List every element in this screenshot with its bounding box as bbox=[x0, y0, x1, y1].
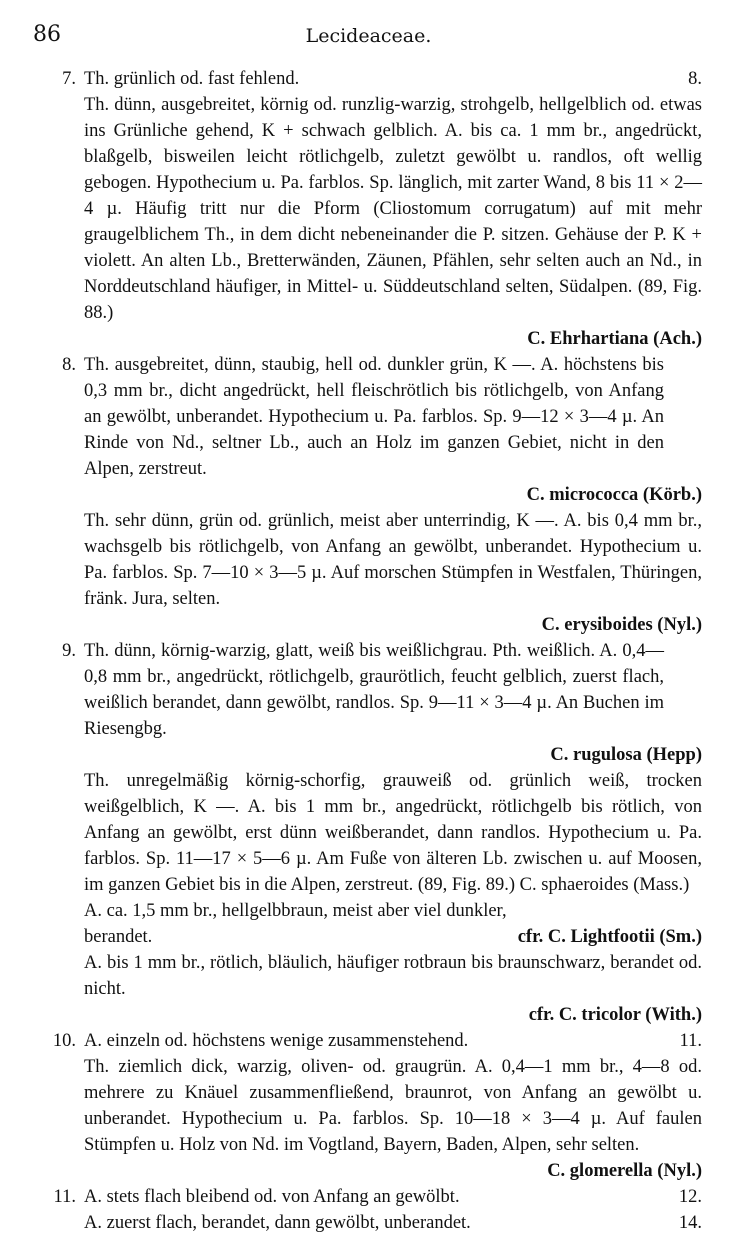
key-text bbox=[46, 66, 702, 1236]
species-name: C. glomerella (Nyl.) bbox=[547, 1161, 702, 1181]
key-text-line: A. zuerst flach, berandet, dann gewölbt, unberandet. bbox=[84, 1213, 471, 1233]
description-paragraph: Th. sehr dünn, grün od. grünlich, meist aber unterrindig, K —. A. bis 0,4 mm br., wachsgelb bis rötlichgelb, von Anfang an gewölbt, unberandet. Hypothecium u. Pa. farblos. Sp. 7—10 × 3—5 µ. Auf morschen Stümpfen in Westfalen, Thüringen, fränk. Jura, selten. bbox=[84, 511, 702, 609]
species-name: C. rugulosa (Hepp) bbox=[550, 745, 702, 765]
key-line bbox=[46, 1210, 702, 1236]
key-reference: 8. bbox=[688, 69, 702, 89]
key-text-line: A. stets flach bleibend od. von Anfang an gewölbt. bbox=[84, 1187, 460, 1207]
description-paragraph: Th. ziemlich dick, warzig, oliven- od. graugrün. A. 0,4—1 mm br., 4—8 od. mehrere zu Knäuel zusammenfließend, braunrot, von Anfang an gewölbt u. unberandet. Hypothecium u. Pa. farblos. Sp. 10—18 × 3—4 µ. Auf faulen Stümpfen u. Holz von Nd. im Vogtland, Bayern, Baden, Alpen, sehr selten. bbox=[84, 1057, 702, 1155]
species-name: C. micrococca (Körb.) bbox=[526, 485, 702, 505]
description-paragraph: Th. unregelmäßig körnig-schorfig, grauweiß od. grünlich weiß, trocken weißgelblich, K —. A. bis 1 mm br., angedrückt, rötlichgelb bis rötlich, von Anfang an gewölbt, erst dünn weißberandet, dann randlos. Hypothecium u. Pa. farblos. Sp. 11—17 × 5—6 µ. Am Fuße von älteren Lb. zwischen u. auf Moosen, im ganzen Gebiet bis in die Alpen, zerstreut. (89, Fig. 89.) C. sphaeroides (Mass.) bbox=[84, 771, 702, 895]
key-number: 7. bbox=[62, 69, 76, 89]
split-line bbox=[46, 924, 702, 950]
species-name: C. Ehrhartiana (Ach.) bbox=[527, 329, 702, 349]
running-title: Lecideaceae. bbox=[305, 25, 432, 47]
key-line bbox=[46, 352, 702, 482]
species-name: cfr. C. tricolor (With.) bbox=[528, 1005, 702, 1025]
key-reference: 14. bbox=[678, 1213, 702, 1233]
species-name: C. erysiboides (Nyl.) bbox=[541, 615, 702, 635]
description-end: berandet. bbox=[84, 927, 153, 947]
description-paragraph: A. bis 1 mm br., rötlich, bläulich, häufiger rotbraun bis braunschwarz, berandet od. nicht. bbox=[84, 953, 702, 999]
key-line bbox=[46, 66, 702, 92]
page-number: 86 bbox=[33, 22, 61, 47]
description-paragraph: Th. dünn, körnig-warzig, glatt, weiß bis weißlichgrau. Pth. weißlich. A. 0,4—0,8 mm br., angedrückt, rötlichgelb, graurötlich, feucht gelblich, zuerst flach, weißlich berandet, dann gewölbt, randlos. Sp. 9—11 × 3—4 µ. An Buchen im Riesengbg. bbox=[84, 641, 664, 739]
description-paragraph: A. ca. 1,5 mm br., hellgelbbraun, meist aber viel dunkler, bbox=[84, 901, 507, 921]
key-number: 9. bbox=[62, 641, 76, 661]
key-reference: 11. bbox=[679, 1031, 702, 1051]
key-number: 8. bbox=[62, 355, 76, 375]
key-text-line: A. einzeln od. höchstens wenige zusammenstehend. bbox=[84, 1031, 469, 1051]
key-line bbox=[46, 638, 702, 742]
description-paragraph: Th. dünn, ausgebreitet, körnig od. runzlig-warzig, strohgelb, hellgelblich od. etwas ins Grünliche gehend, K + schwach gelblich. A. bis ca. 1 mm br., angedrückt, blaßgelb, bisweilen leicht rötlichgelb, zuletzt gewölbt u. randlos, oft wellig gebogen. Hypothecium u. Pa. farblos. Sp. länglich, mit zarter Wand, 8 bis 11 × 2—4 µ. Häufig tritt nur die Pform (Cliostomum corrugatum) auf mit mehr graugelblichem Th., in dem dicht nebeneinander die P. sitzen. Gehäuse der P. K + violett. An alten Lb., Bretterwänden, Zäunen, Pfählen, sehr selten auch an Nd., in Norddeutschland häufiger, in Mittel- u. Süddeutschland selten, Südalpen. (89, Fig. 88.) bbox=[84, 95, 702, 323]
key-number: 11. bbox=[53, 1187, 76, 1207]
key-number: 10. bbox=[52, 1031, 76, 1051]
page-header bbox=[0, 22, 737, 56]
key-reference: 12. bbox=[678, 1187, 702, 1207]
description-paragraph: Th. ausgebreitet, dünn, staubig, hell od. dunkler grün, K —. A. höchstens bis 0,3 mm br., dicht angedrückt, hell fleischrötlich bis rötlichgelb, von Anfang an gewölbt, unberandet. Hypothecium u. Pa. farblos. Sp. 9—12 × 3—4 µ. An Rinde von Nd., seltner Lb., auch an Holz im ganzen Gebiet, nicht in den Alpen, zerstreut. bbox=[84, 355, 664, 479]
key-line bbox=[46, 1184, 702, 1210]
species-name: cfr. C. Lightfootii (Sm.) bbox=[517, 927, 702, 947]
key-line bbox=[46, 1028, 702, 1054]
key-text-line: Th. grünlich od. fast fehlend. bbox=[84, 69, 300, 89]
